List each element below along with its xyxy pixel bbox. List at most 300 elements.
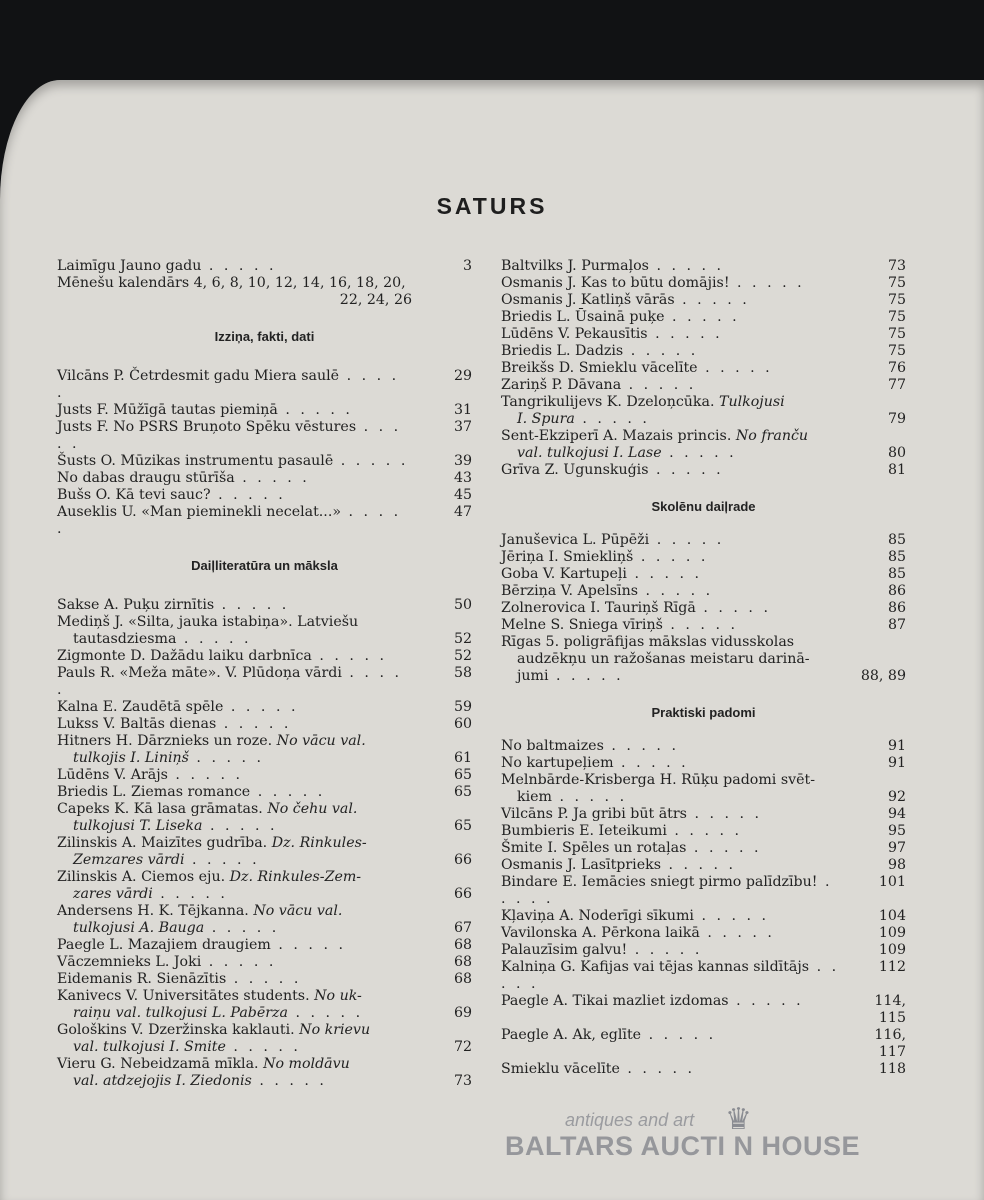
entry-title: [517, 789, 846, 806]
entry-title: [501, 360, 846, 377]
entry-title: [501, 275, 846, 292]
entry-italic-note: Dz. Rinkules-: [271, 835, 367, 851]
page-number: 79: [887, 411, 906, 427]
entry-italic-note: tulkojis I. Liniņš: [73, 750, 189, 766]
entry-title: [501, 772, 846, 789]
leader-dots: . . . . .: [277, 402, 353, 418]
entry-title: [73, 886, 412, 903]
entry-title: [73, 631, 412, 648]
entry-text: Zilinskis A. Ciemos eju.: [57, 869, 226, 885]
leader-dots: . . . . .: [501, 874, 833, 907]
entry-text: tautasdziesma: [73, 631, 177, 647]
page-number: 101: [878, 874, 906, 890]
toc-entry[interactable]: [57, 784, 472, 801]
leader-dots: . . . . .: [216, 716, 292, 732]
entry-text: Zariņš P. Dāvana: [501, 377, 622, 393]
leader-dots: . . . . .: [210, 487, 286, 503]
leader-dots: . . . . .: [201, 954, 277, 970]
toc-entry[interactable]: [57, 504, 472, 538]
page-number: 75: [887, 309, 906, 325]
entry-italic-note: No moldāvu: [263, 1056, 350, 1072]
toc-entry[interactable]: [501, 462, 906, 479]
toc-entry[interactable]: [57, 835, 472, 852]
entry-title: [73, 1039, 412, 1056]
entry-title: [517, 668, 846, 685]
entry-title: [57, 716, 412, 733]
entry-title: [501, 993, 846, 1027]
toc-entry[interactable]: [501, 411, 906, 428]
page-number: 97: [887, 840, 906, 856]
leader-dots: . . . . .: [662, 617, 738, 633]
page-number: 72: [453, 1039, 472, 1055]
entry-text: 22, 24, 26: [339, 292, 412, 308]
toc-entry[interactable]: [57, 470, 472, 487]
toc-entry[interactable]: [501, 925, 906, 942]
page-number: 66: [453, 886, 472, 902]
page-number: 114, 115: [874, 993, 906, 1026]
toc-entry[interactable]: [501, 755, 906, 772]
entry-title: [57, 648, 412, 665]
page-number: 112: [878, 959, 906, 975]
page-number: 73: [887, 258, 906, 274]
entry-text: Vāczemnieks L. Joki: [57, 954, 202, 970]
entry-text: Pauls R. «Meža māte». V. Plūdoņa vārdi: [57, 665, 342, 681]
entry-title: [501, 942, 846, 959]
page-number: 37: [453, 419, 472, 435]
leader-dots: . . . . .: [57, 665, 402, 698]
entry-title: [501, 857, 846, 874]
entry-text: Lūdēns V. Pekausītis: [501, 326, 648, 342]
page-number: [412, 869, 472, 886]
watermark-brand: BALTARS AUCTI N HOUSE: [505, 1131, 860, 1161]
toc-entry[interactable]: [501, 428, 906, 445]
entry-title: [501, 908, 846, 925]
entry-title: [501, 566, 846, 583]
entry-title: [57, 258, 412, 275]
toc-entry[interactable]: [501, 738, 906, 755]
leader-dots: . . . . .: [548, 668, 624, 684]
toc-entry[interactable]: [501, 360, 906, 377]
leader-dots: . . . . .: [697, 360, 773, 376]
page-number: 81: [887, 462, 906, 478]
entry-title: [57, 1022, 412, 1039]
toc-entry[interactable]: [57, 852, 472, 869]
page-number: [412, 801, 472, 818]
page-number: 65: [453, 784, 472, 800]
entry-text: Vavilonska A. Pērkona laikā: [501, 925, 700, 941]
entry-title: [501, 600, 846, 617]
toc-entry[interactable]: [57, 801, 472, 818]
toc-entry[interactable]: [501, 343, 906, 360]
leader-dots: . . . . .: [647, 326, 723, 342]
toc-entry[interactable]: [501, 942, 906, 959]
toc-entry[interactable]: [501, 275, 906, 292]
page-number: 91: [887, 755, 906, 771]
entry-italic-note: tulkojusi A. Bauga: [73, 920, 205, 936]
toc-entry[interactable]: [501, 292, 906, 309]
toc-entry[interactable]: [57, 487, 472, 504]
leader-dots: . . . . .: [57, 504, 402, 537]
crown-icon: ♛: [725, 1103, 752, 1136]
leader-dots: . . . . .: [176, 631, 252, 647]
toc-entry[interactable]: [501, 566, 906, 583]
entry-italic-note: Dz. Rinkules-Zem-: [229, 869, 362, 885]
entry-title: [73, 750, 412, 767]
entry-title: [73, 852, 412, 869]
toc-entry[interactable]: [57, 1005, 472, 1022]
leader-dots: . . . . .: [214, 597, 290, 613]
leader-dots: . . . . .: [152, 886, 228, 902]
leader-dots: . . . . .: [627, 942, 703, 958]
entry-title: [57, 1056, 412, 1073]
entry-text: Capeks K. Kā lasa grāmatas.: [57, 801, 263, 817]
section-heading: Daiļliteratūra un māksla: [191, 558, 338, 573]
toc-entry[interactable]: [501, 445, 906, 462]
entry-title: [501, 634, 846, 651]
page-number: 3: [462, 258, 472, 274]
toc-entry[interactable]: [57, 1073, 472, 1090]
page-number: 68: [453, 971, 472, 987]
entry-text: Kanivecs V. Universitātes students.: [57, 988, 310, 1004]
page-number: 31: [453, 402, 472, 418]
page-number: 80: [887, 445, 906, 461]
leader-dots: . . . . .: [648, 462, 724, 478]
toc-entry[interactable]: [501, 959, 906, 993]
toc-entry[interactable]: [57, 258, 472, 275]
page-number: 50: [453, 597, 472, 613]
toc-entry[interactable]: [57, 648, 472, 665]
page-number: [412, 835, 472, 852]
toc-entry[interactable]: [57, 665, 472, 699]
toc-entry[interactable]: [501, 377, 906, 394]
leader-dots: . . . . .: [204, 920, 280, 936]
entry-text: Sakse A. Puķu zirnītis: [57, 597, 215, 613]
entry-text: Šusts O. Mūzikas instrumentu pasaulē: [57, 453, 334, 469]
toc-entry[interactable]: [501, 600, 906, 617]
leader-dots: . . . . .: [551, 789, 628, 805]
page-number: [846, 394, 906, 411]
toc-entry[interactable]: [57, 1056, 472, 1073]
entry-title: [57, 597, 412, 614]
entry-text: Sent-Ekziperī A. Mazais princis.: [501, 428, 732, 444]
entry-title: [73, 1005, 412, 1022]
leader-dots: . . . . .: [287, 1005, 364, 1021]
toc-entry[interactable]: [57, 954, 472, 971]
leader-dots: . . . . .: [623, 343, 699, 359]
page-number: 95: [887, 823, 906, 839]
toc-entry[interactable]: [57, 631, 472, 648]
entry-title: [501, 840, 846, 857]
toc-entry[interactable]: [57, 767, 472, 784]
page-number: 68: [453, 937, 472, 953]
page-number: 85: [887, 566, 906, 582]
entry-title: [501, 343, 846, 360]
entry-text: Lūdēns V. Arājs: [57, 767, 168, 783]
entry-text: Kalna E. Zaudētā spēle: [57, 699, 224, 715]
toc-entry[interactable]: [501, 532, 906, 549]
page-number: [412, 275, 472, 292]
entry-text: Vilcāns P. Ja gribi būt ātrs: [501, 806, 687, 822]
entry-text: Lukss V. Baltās dienas: [57, 716, 217, 732]
toc-entry[interactable]: [57, 937, 472, 954]
entry-title: [517, 411, 846, 428]
entry-text: Andersens H. K. Tējkanna.: [57, 903, 249, 919]
entry-title: [57, 614, 412, 631]
toc-entry[interactable]: [57, 903, 472, 920]
leader-dots: . . . . .: [202, 818, 278, 834]
toc-entry[interactable]: [501, 394, 906, 411]
section-heading: Izziņa, fakti, dati: [214, 329, 315, 344]
toc-entry[interactable]: [501, 651, 906, 668]
entry-text: Briedis L. Ūsainā puķe: [501, 309, 665, 325]
toc-entry[interactable]: [57, 750, 472, 767]
page-number: 116, 117: [874, 1027, 906, 1060]
toc-entry[interactable]: [501, 857, 906, 874]
leader-dots: . . . . .: [603, 738, 679, 754]
toc-entry[interactable]: [501, 634, 906, 651]
entry-title: [501, 874, 846, 908]
entry-text: Justs F. No PSRS Bruņoto Spēku vēstures: [57, 419, 357, 435]
leader-dots: . . . . .: [686, 806, 763, 822]
entry-italic-note: No krievu: [299, 1022, 371, 1038]
page-number: 77: [887, 377, 906, 393]
entry-title: [57, 767, 412, 784]
leader-dots: . . . . .: [250, 784, 326, 800]
page-number: [412, 292, 472, 309]
toc-entry[interactable]: [57, 818, 472, 835]
toc-entry[interactable]: [501, 874, 906, 908]
leader-dots: . . . . .: [201, 258, 277, 274]
leader-dots: . . . . .: [311, 648, 387, 664]
toc-entry[interactable]: [501, 258, 906, 275]
leader-dots: . . . . .: [661, 445, 737, 461]
page-number: [846, 772, 906, 789]
toc-entry[interactable]: [57, 920, 472, 937]
entry-title: [57, 470, 412, 487]
toc-entry[interactable]: [57, 275, 472, 292]
entry-text: Grīva Z. Ugunskuģis: [501, 462, 649, 478]
entry-title: [501, 258, 846, 275]
page-number: [846, 651, 906, 668]
page-number: 75: [887, 292, 906, 308]
entry-italic-note: zares vārdi: [73, 886, 153, 902]
toc-entry[interactable]: [501, 993, 906, 1027]
page-number: 65: [453, 818, 472, 834]
entry-text: Paegle L. Mazajiem draugiem: [57, 937, 271, 953]
toc-entry[interactable]: [57, 419, 472, 453]
entry-title: [517, 445, 846, 462]
entry-italic-note: val. tulkojusi I. Lase: [517, 445, 662, 461]
leader-dots: . . . . .: [666, 823, 742, 839]
page-number: 98: [887, 857, 906, 873]
entry-title: [73, 920, 412, 937]
watermark: [505, 1103, 925, 1162]
entry-title: [501, 428, 846, 445]
watermark-tagline: antiques and art: [565, 1110, 695, 1130]
page-number: 58: [453, 665, 472, 681]
entry-title: [501, 823, 846, 840]
page-number: 76: [887, 360, 906, 376]
page-number: 60: [453, 716, 472, 732]
entry-title: [57, 275, 412, 292]
entry-title: [57, 368, 412, 402]
page-number: 85: [887, 532, 906, 548]
page-number: 118: [878, 1061, 906, 1077]
entry-title: [57, 903, 412, 920]
entry-title: [57, 988, 412, 1005]
entry-italic-note: tulkojusi T. Liseka: [73, 818, 203, 834]
toc-entry[interactable]: [57, 292, 472, 309]
page-number: 86: [887, 583, 906, 599]
leader-dots: . . . . .: [574, 411, 650, 427]
leader-dots: . . . . .: [167, 767, 244, 783]
toc-entry[interactable]: [501, 1061, 906, 1078]
toc-entry[interactable]: [57, 699, 472, 716]
toc-entry[interactable]: [57, 614, 472, 631]
leader-dots: . . . . .: [648, 258, 725, 274]
toc-entry[interactable]: [57, 886, 472, 903]
entry-title: [501, 583, 846, 600]
toc-entry[interactable]: [501, 668, 906, 685]
entry-title: [501, 462, 846, 479]
entry-title: [57, 402, 412, 419]
entry-text: Kļaviņa A. Noderīgi sīkumi: [501, 908, 694, 924]
toc-entry[interactable]: [57, 597, 472, 614]
toc-entry[interactable]: [501, 823, 906, 840]
leader-dots: . . . . .: [638, 583, 714, 599]
entry-text: Bumbieris E. Ieteikumi: [501, 823, 667, 839]
entry-italic-note: Zemzares vārdi: [73, 852, 185, 868]
leader-dots: . . . . .: [621, 377, 697, 393]
entry-text: Melnbārde-Krisberga H. Rūķu padomi svēt-: [501, 772, 816, 788]
leader-dots: . . . . .: [649, 532, 725, 548]
leader-dots: . . . . .: [251, 1073, 327, 1089]
entry-text: Briedis L. Ziemas romance: [57, 784, 251, 800]
leader-dots: . . . . .: [57, 419, 402, 452]
entry-title: [57, 971, 412, 988]
toc-entry[interactable]: [57, 402, 472, 419]
entry-text: Gološkins V. Dzeržinska kaklauti.: [57, 1022, 295, 1038]
entry-text: Briedis L. Dadzis: [501, 343, 624, 359]
toc-entry[interactable]: [501, 309, 906, 326]
page-title: SATURS: [436, 193, 548, 219]
toc-entry[interactable]: [57, 971, 472, 988]
toc-entry[interactable]: [57, 453, 472, 470]
entry-text: Bušs O. Kā tevi sauc?: [57, 487, 211, 503]
page-number: [846, 428, 906, 445]
leader-dots: . . . . .: [699, 925, 775, 941]
entry-title: [501, 738, 846, 755]
entry-text: Rīgas 5. poligrāfijas mākslas vidusskolas: [501, 634, 795, 650]
entry-title: [501, 925, 846, 942]
entry-title: [57, 937, 412, 954]
entry-title: [57, 487, 412, 504]
section-heading: Skolēnu daiļrade: [651, 499, 756, 514]
page-number: [846, 634, 906, 651]
entry-title: [501, 755, 846, 772]
entry-italic-note: raiņu val. tulkojusi L. Pabērza: [73, 1005, 288, 1021]
entry-title: [57, 801, 412, 818]
entry-title: [501, 532, 846, 549]
entry-text: Tangrikulijevs K. Dzeloņcūka.: [501, 394, 715, 410]
page-number: 47: [453, 504, 472, 520]
toc-entry[interactable]: [57, 1039, 472, 1056]
entry-title: [57, 699, 412, 716]
toc-entry[interactable]: [57, 368, 472, 402]
toc-entry[interactable]: [501, 326, 906, 343]
entry-title: [57, 453, 412, 470]
toc-entry[interactable]: [57, 988, 472, 1005]
entry-title: [57, 954, 412, 971]
entry-title: [501, 326, 846, 343]
entry-text: Baltvilks J. Purmaļos: [501, 258, 649, 274]
entry-title: [57, 504, 412, 538]
toc-entry[interactable]: [57, 869, 472, 886]
entry-text: Justs F. Mūžīgā tautas piemiņā: [57, 402, 278, 418]
toc-entry[interactable]: [501, 549, 906, 566]
entry-title: [501, 806, 846, 823]
page-number: 109: [878, 925, 906, 941]
page-number: 75: [887, 275, 906, 291]
page-number: 65: [453, 767, 472, 783]
toc-entry[interactable]: [501, 840, 906, 857]
toc-entry[interactable]: [57, 1022, 472, 1039]
toc-entry[interactable]: [57, 716, 472, 733]
toc-entry[interactable]: [501, 1027, 906, 1061]
toc-entry[interactable]: [501, 617, 906, 634]
entry-text: Breikšs D. Smieklu vācelīte: [501, 360, 698, 376]
leader-dots: . . . . .: [686, 840, 762, 856]
entry-text: Paegle A. Tikai mazliet izdomas: [501, 993, 729, 1009]
page-number: 91: [887, 738, 906, 754]
page-number: 94: [887, 806, 906, 822]
page-number: 73: [453, 1073, 472, 1089]
entry-text: Bērziņa V. Apelsīns: [501, 583, 639, 599]
entry-text: Laimīgu Jauno gadu: [57, 258, 202, 274]
entry-text: Vieru G. Nebeidzamā mīkla.: [57, 1056, 259, 1072]
page-number: 92: [887, 789, 906, 805]
leader-dots: . . . . .: [57, 368, 400, 401]
leader-dots: . . . . .: [695, 600, 771, 616]
entry-text: Auseklis U. «Man pieminekli necelat...»: [57, 504, 342, 520]
page-number: [412, 1022, 472, 1039]
entry-italic-note: val. tulkojusi I. Smite: [73, 1039, 226, 1055]
entry-text: Bindare E. Iemācies sniegt pirmo palīdzību!: [501, 874, 818, 890]
leader-dots: . . . . .: [184, 852, 260, 868]
toc-entry[interactable]: [501, 789, 906, 806]
entry-text: Zigmonte D. Dažādu laiku darbnīca: [57, 648, 312, 664]
toc-entry[interactable]: [501, 908, 906, 925]
entry-title: [501, 617, 846, 634]
entry-text: No kartupeļiem: [501, 755, 614, 771]
entry-text: Zilinskis A. Maizītes gudrība.: [57, 835, 268, 851]
entry-title: [501, 959, 846, 993]
entry-title: [57, 835, 412, 852]
toc-entry[interactable]: [501, 583, 906, 600]
toc-entry[interactable]: [501, 772, 906, 789]
entry-title: [501, 394, 846, 411]
entry-title: [57, 869, 412, 886]
toc-entry[interactable]: [57, 733, 472, 750]
page-number: 43: [453, 470, 472, 486]
toc-right-column: [501, 258, 906, 1078]
toc-entry[interactable]: [501, 806, 906, 823]
entry-text: Jēriņa I. Smiekliņš: [501, 549, 634, 565]
page-number: 87: [887, 617, 906, 633]
page-number: 104: [878, 908, 906, 924]
leader-dots: . . . . .: [333, 453, 409, 469]
entry-title: [57, 665, 412, 699]
